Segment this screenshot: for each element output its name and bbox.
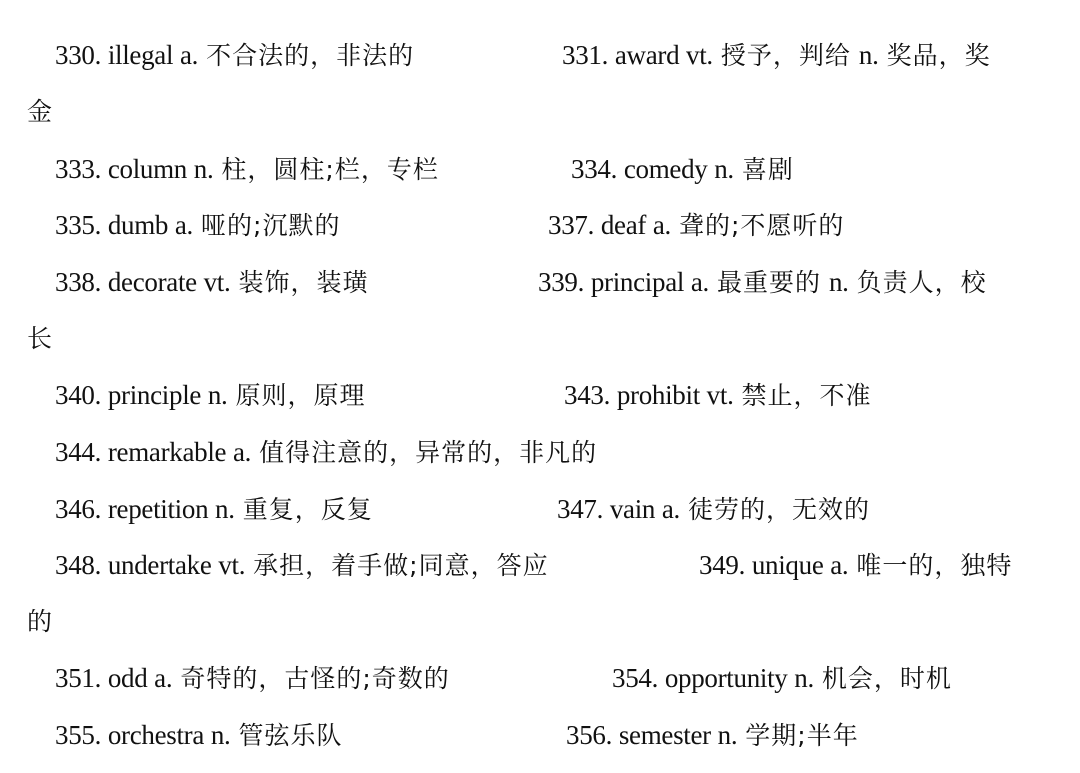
part-of-speech: a. xyxy=(830,550,849,580)
chinese-definition: 不合法的，非法的 xyxy=(206,41,415,70)
part-of-speech: a. xyxy=(179,40,199,70)
vocab-entry xyxy=(55,35,414,76)
entry-number: 338. xyxy=(55,267,102,297)
part-of-speech: vt. xyxy=(218,550,246,580)
vocab-line xyxy=(0,658,1080,698)
entry-word: orchestra xyxy=(107,720,205,750)
entry-number: 330. xyxy=(55,40,102,70)
entry-number: 351. xyxy=(55,663,102,693)
vocab-entry xyxy=(55,545,549,586)
chinese-definition: 重复，反复 xyxy=(242,495,373,524)
chinese-definition: 聋的;不愿听的 xyxy=(678,211,845,240)
vocab-entry xyxy=(699,545,1012,586)
vocab-line xyxy=(0,319,1080,359)
entry-number: 348. xyxy=(55,550,102,580)
chinese-definition: 值得注意的，异常的，非凡的 xyxy=(259,438,598,467)
vocab-entry xyxy=(571,149,794,190)
vocab-entry xyxy=(55,658,450,699)
vocab-entry xyxy=(55,149,439,190)
part-of-speech: n. xyxy=(207,380,228,410)
chinese-definition: 哑的;沉默的 xyxy=(201,211,341,240)
vocab-entry xyxy=(55,262,368,303)
vocab-line xyxy=(0,545,1080,585)
part-of-speech: n. xyxy=(858,40,879,70)
entry-number: 347. xyxy=(557,494,604,524)
vocab-entry xyxy=(564,375,872,416)
part-of-speech: vt. xyxy=(686,40,713,70)
entry-word: opportunity xyxy=(664,663,788,693)
part-of-speech: a. xyxy=(232,437,252,467)
part-of-speech: n. xyxy=(714,154,734,184)
entry-number: 337. xyxy=(548,210,595,240)
vocab-line xyxy=(0,432,1080,472)
vocab-line xyxy=(0,92,1080,132)
vocab-line xyxy=(0,375,1080,415)
vocab-line xyxy=(0,205,1080,245)
vocab-entry xyxy=(55,432,597,473)
entry-word: column xyxy=(107,154,187,184)
chinese-definition: 承担，着手做;同意，答应 xyxy=(253,551,549,580)
part-of-speech: a. xyxy=(652,210,671,240)
part-of-speech: vt. xyxy=(706,380,734,410)
part-of-speech: n. xyxy=(794,663,814,693)
part-of-speech: a. xyxy=(690,267,709,297)
vocab-entry xyxy=(55,375,366,416)
chinese-definition: 唯一的，独特 xyxy=(856,551,1013,580)
part-of-speech: a. xyxy=(154,663,173,693)
entry-number: 354. xyxy=(612,663,659,693)
vocab-line xyxy=(0,35,1080,75)
part-of-speech: n. xyxy=(210,720,231,750)
entry-word: semester xyxy=(618,720,711,750)
chinese-definition: 最重要的 xyxy=(716,268,821,297)
entry-word: vain xyxy=(609,494,656,524)
vocab-entry xyxy=(562,35,991,76)
entry-word: comedy xyxy=(623,154,708,184)
chinese-definition: 授予，判给 xyxy=(720,41,851,70)
part-of-speech: n. xyxy=(193,154,214,184)
vocab-entry xyxy=(55,715,342,756)
part-of-speech: vt. xyxy=(203,267,231,297)
entry-number: 340. xyxy=(55,380,102,410)
vocab-line xyxy=(0,489,1080,529)
vocab-line xyxy=(0,602,1080,642)
chinese-definition: 奇特的，古怪的;奇数的 xyxy=(180,664,450,693)
vocab-entry xyxy=(566,715,859,756)
chinese-definition: 奖品，奖 xyxy=(886,41,991,70)
entry-number: 339. xyxy=(538,267,585,297)
entry-number: 334. xyxy=(571,154,618,184)
entry-word: undertake xyxy=(107,550,212,580)
vocab-entry xyxy=(612,658,952,699)
chinese-definition: 管弦乐队 xyxy=(238,721,343,750)
entry-word: illegal xyxy=(107,40,174,70)
entry-word: odd xyxy=(107,663,148,693)
entry-word: decorate xyxy=(107,267,197,297)
definition-continuation: 长 xyxy=(27,324,54,353)
part-of-speech: n. xyxy=(717,720,738,750)
vocab-line xyxy=(0,262,1080,302)
part-of-speech: n. xyxy=(215,494,235,524)
vocab-entry xyxy=(55,205,340,246)
entry-word: repetition xyxy=(107,494,209,524)
entry-word: principle xyxy=(107,380,202,410)
entry-word: award xyxy=(614,40,680,70)
entry-number: 331. xyxy=(562,40,609,70)
entry-word: remarkable xyxy=(107,437,227,467)
vocab-entry xyxy=(548,205,844,246)
definition-continuation: 金 xyxy=(27,97,54,126)
chinese-definition: 柱，圆柱;栏，专栏 xyxy=(221,155,439,184)
entry-number: 356. xyxy=(566,720,613,750)
vocab-line xyxy=(0,149,1080,189)
part-of-speech: a. xyxy=(174,210,194,240)
chinese-definition: 学期;半年 xyxy=(745,721,859,750)
entry-number: 333. xyxy=(55,154,102,184)
definition-continuation: 的 xyxy=(27,607,54,636)
entry-number: 343. xyxy=(564,380,611,410)
chinese-definition: 机会，时机 xyxy=(821,664,952,693)
vocab-entry xyxy=(55,489,373,530)
entry-number: 349. xyxy=(699,550,746,580)
entry-number: 335. xyxy=(55,210,102,240)
entry-word: principal xyxy=(590,267,685,297)
entry-word: deaf xyxy=(600,210,647,240)
chinese-definition: 禁止，不准 xyxy=(741,381,872,410)
chinese-definition: 原则，原理 xyxy=(235,381,366,410)
part-of-speech: a. xyxy=(661,494,680,524)
entry-number: 344. xyxy=(55,437,102,467)
chinese-definition: 喜剧 xyxy=(741,155,794,184)
vocab-entry xyxy=(538,262,987,303)
vocab-line xyxy=(0,715,1080,755)
chinese-definition: 负责人，校 xyxy=(856,268,987,297)
entry-number: 346. xyxy=(55,494,102,524)
entry-word: dumb xyxy=(107,210,169,240)
entry-word: unique xyxy=(751,550,824,580)
chinese-definition: 徒劳的，无效的 xyxy=(688,495,871,524)
entry-word: prohibit xyxy=(616,380,700,410)
part-of-speech: n. xyxy=(828,267,849,297)
chinese-definition: 装饰，装璜 xyxy=(238,268,369,297)
entry-number: 355. xyxy=(55,720,102,750)
vocab-entry xyxy=(557,489,870,530)
